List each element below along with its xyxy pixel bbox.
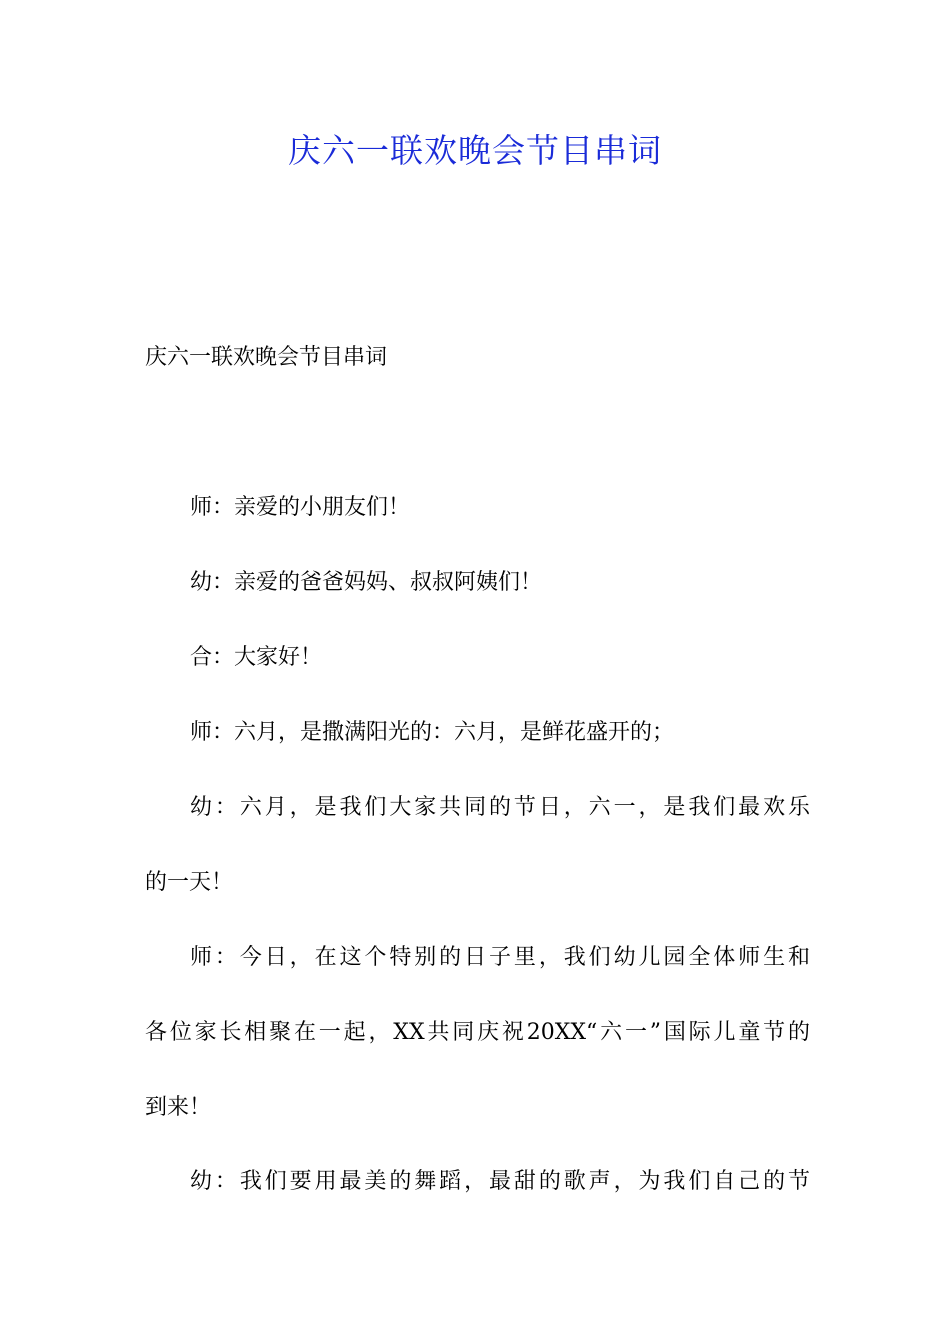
paragraph-line: 到来！ [145, 1095, 212, 1120]
paragraph-line: 各位家长相聚在一起，XX共同庆祝20XX“六一”国际儿童节的 [145, 1020, 810, 1045]
document-title: 庆六一联欢晚会节目串词 [288, 131, 662, 170]
paragraph-line: 幼：六月，是我们大家共同的节日，六一，是我们最欢乐 [190, 795, 810, 820]
paragraph-line: 师：今日，在这个特别的日子里，我们幼儿园全体师生和 [190, 945, 810, 970]
paragraph-line: 的一天！ [145, 870, 234, 895]
paragraph-line: 幼：亲爱的爸爸妈妈、叔叔阿姨们！ [190, 570, 543, 595]
paragraph-line: 幼：我们要用最美的舞蹈，最甜的歌声，为我们自己的节 [190, 1169, 810, 1194]
document-subtitle: 庆六一联欢晚会节目串词 [145, 345, 388, 370]
paragraph-line: 合：大家好！ [190, 645, 323, 670]
paragraph-line: 师：六月，是撒满阳光的：六月，是鲜花盛开的； [190, 720, 675, 745]
paragraph-line: 师：亲爱的小朋友们！ [190, 495, 411, 520]
